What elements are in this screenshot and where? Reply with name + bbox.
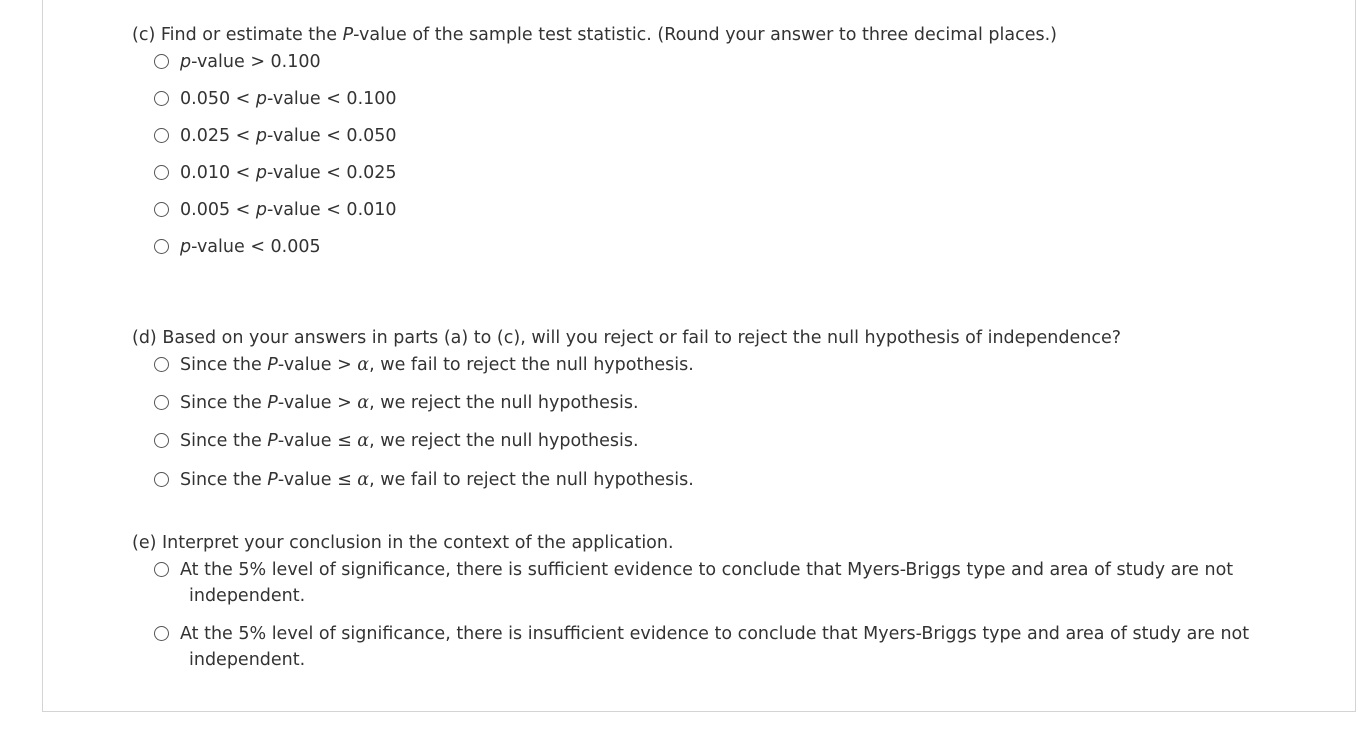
radio-button[interactable]: [154, 357, 169, 372]
radio-button[interactable]: [154, 472, 169, 487]
part-c-option-1[interactable]: [154, 49, 321, 75]
option-label: Since the P-value ≤ α, we reject the null hypothesis.: [180, 431, 639, 451]
option-label: 0.005 < p-value < 0.010: [180, 200, 397, 220]
part-c-option-6[interactable]: [154, 234, 321, 260]
part-d-option-2[interactable]: [154, 390, 639, 416]
option-label: 0.050 < p-value < 0.100: [180, 89, 397, 109]
part-d-option-4[interactable]: [154, 467, 694, 493]
part-d-option-3[interactable]: [154, 428, 639, 454]
part-e-title: (e) Interpret your conclusion in the context of the application.: [132, 533, 674, 553]
option-label: Since the P-value ≤ α, we fail to reject the null hypothesis.: [180, 470, 694, 490]
radio-button[interactable]: [154, 54, 169, 69]
part-c-option-3[interactable]: [154, 123, 397, 149]
option-label: At the 5% level of significance, there is insufficient evidence to conclude that Myers-Briggs type and area of study are not independent.: [180, 624, 1250, 670]
option-label: p-value < 0.005: [180, 237, 321, 257]
part-d-title: (d) Based on your answers in parts (a) to (c), will you reject or fail to reject the null hypothesis of independence?: [132, 328, 1122, 348]
radio-button[interactable]: [154, 239, 169, 254]
radio-button[interactable]: [154, 202, 169, 217]
part-c-option-5[interactable]: [154, 197, 397, 223]
radio-button[interactable]: [154, 91, 169, 106]
option-label: 0.025 < p-value < 0.050: [180, 126, 397, 146]
option-label: At the 5% level of significance, there is sufficient evidence to conclude that Myers-Briggs type and area of study are not independent.: [180, 560, 1234, 606]
part-c-title: (c) Find or estimate the P-value of the sample test statistic. (Round your answer to three decimal places.): [132, 25, 1058, 45]
option-label: Since the P-value > α, we reject the null hypothesis.: [180, 393, 639, 413]
radio-button[interactable]: [154, 433, 169, 448]
radio-button[interactable]: [154, 395, 169, 410]
part-c-option-2[interactable]: [154, 86, 397, 112]
option-label: 0.010 < p-value < 0.025: [180, 163, 397, 183]
part-c-option-4[interactable]: [154, 160, 397, 186]
part-e-option-2[interactable]: [154, 621, 1260, 673]
radio-button[interactable]: [154, 562, 169, 577]
part-e-option-1[interactable]: [154, 557, 1260, 609]
radio-button[interactable]: [154, 128, 169, 143]
option-label: p-value > 0.100: [180, 52, 321, 72]
radio-button[interactable]: [154, 165, 169, 180]
radio-button[interactable]: [154, 626, 169, 641]
option-label: Since the P-value > α, we fail to reject the null hypothesis.: [180, 355, 694, 375]
part-d-option-1[interactable]: [154, 352, 694, 378]
